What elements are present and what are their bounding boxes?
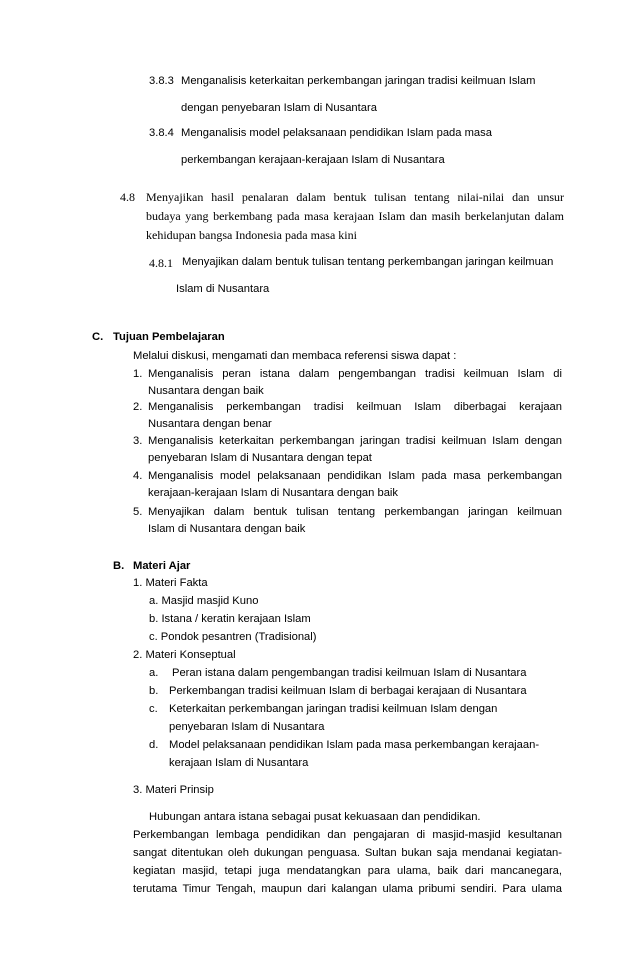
list-text-cont: Nusantara dengan benar (148, 418, 272, 430)
list-item: Perkembangan tradisi keilmuan Islam di berbagai kerajaan di Nusantara (169, 685, 527, 697)
competency-text: Menyajikan hasil penalaran dalam bentuk tulisan tentang nilai-nilai dan unsur (146, 190, 564, 204)
list-text: Menganalisis perkembangan tradisi keilmuan Islam diberbagai kerajaan (148, 401, 562, 413)
list-letter: d. (149, 739, 159, 751)
paragraph-line: Hubungan antara istana sebagai pusat kekuasaan dan pendidikan. (149, 811, 481, 823)
section-heading: Tujuan Pembelajaran (113, 331, 225, 343)
list-number: 4. (133, 470, 143, 482)
paragraph-line: Perkembangan lembaga pendidikan dan pengajaran di masjid-masjid kesultanan (133, 829, 562, 841)
list-number: 3. (133, 435, 143, 447)
subsection-title: 1. Materi Fakta (133, 577, 208, 589)
list-letter: a. (149, 667, 159, 679)
list-item: c. Pondok pesantren (Tradisional) (149, 631, 317, 643)
list-letter: c. (149, 703, 158, 715)
competency-text: Menganalisis model pelaksanaan pendidikan Islam pada masa (181, 127, 492, 139)
list-item: b. Istana / keratin kerajaan Islam (149, 613, 311, 625)
section-letter: B. (113, 560, 125, 572)
competency-text-cont: perkembangan kerajaan-kerajaan Islam di Nusantara (181, 154, 445, 166)
section-intro: Melalui diskusi, mengamati dan membaca referensi siswa dapat : (133, 350, 457, 362)
list-text-cont: penyebaran Islam di Nusantara dengan tepat (148, 452, 372, 464)
list-item-cont: kerajaan Islam di Nusantara (169, 757, 309, 769)
list-letter: b. (149, 685, 159, 697)
competency-text-cont: kehidupan bangsa Indonesia pada masa kini (146, 228, 357, 242)
list-text-cont: Nusantara dengan baik (148, 385, 264, 397)
subsection-title: 2. Materi Konseptual (133, 649, 236, 661)
list-item: a. Masjid masjid Kuno (149, 595, 259, 607)
list-number: 5. (133, 506, 143, 518)
subsection-title: 3. Materi Prinsip (133, 784, 214, 796)
competency-number: 3.8.4 (149, 127, 174, 139)
paragraph-line: kegiatan masjid, tetapi juga mendatangkan para ulama, baik dari mancanegara, (133, 865, 562, 877)
list-text-cont: kerajaan-kerajaan Islam di Nusantara dengan baik (148, 487, 399, 499)
list-text: Menganalisis peran istana dalam pengembangan tradisi keilmuan Islam di (148, 368, 562, 380)
competency-text-cont: Islam di Nusantara (176, 283, 270, 295)
list-text-cont: Islam di Nusantara dengan baik (148, 523, 306, 535)
competency-number: 4.8.1 (149, 256, 173, 270)
section-letter: C. (92, 331, 104, 343)
list-item: Keterkaitan perkembangan jaringan tradisi keilmuan Islam dengan (169, 703, 498, 715)
list-number: 2. (133, 401, 143, 413)
list-text: Menyajikan dalam bentuk tulisan tentang perkembangan jaringan keilmuan (148, 506, 562, 518)
list-text: Menganalisis model pelaksanaan pendidikan Islam pada masa perkembangan (148, 470, 562, 482)
list-item-cont: penyebaran Islam di Nusantara (169, 721, 325, 733)
list-item: Peran istana dalam pengembangan tradisi keilmuan Islam di Nusantara (172, 667, 527, 679)
paragraph-line: terutama Timur Tengah, maupun dari kalangan ulama pribumi sendiri. Para ulama (133, 883, 562, 895)
competency-text-cont: budaya yang berkembang pada masa kerajaan Islam dan masih berkelanjutan dalam (146, 209, 564, 223)
list-item: Model pelaksanaan pendidikan Islam pada masa perkembangan kerajaan- (169, 739, 540, 751)
list-text: Menganalisis keterkaitan perkembangan jaringan tradisi keilmuan Islam dengan (148, 435, 562, 447)
paragraph-line: sangat ditentukan oleh dukungan penguasa. Sultan bukan saja mendanai kegiatan- (133, 847, 562, 859)
competency-text: Menganalisis keterkaitan perkembangan jaringan tradisi keilmuan Islam (181, 75, 536, 87)
competency-number: 3.8.3 (149, 75, 174, 87)
section-heading: Materi Ajar (133, 560, 191, 572)
competency-number: 4.8 (120, 190, 135, 204)
competency-text-cont: dengan penyebaran Islam di Nusantara (181, 102, 377, 114)
list-number: 1. (133, 368, 143, 380)
competency-text: Menyajikan dalam bentuk tulisan tentang perkembangan jaringan keilmuan (182, 256, 554, 268)
